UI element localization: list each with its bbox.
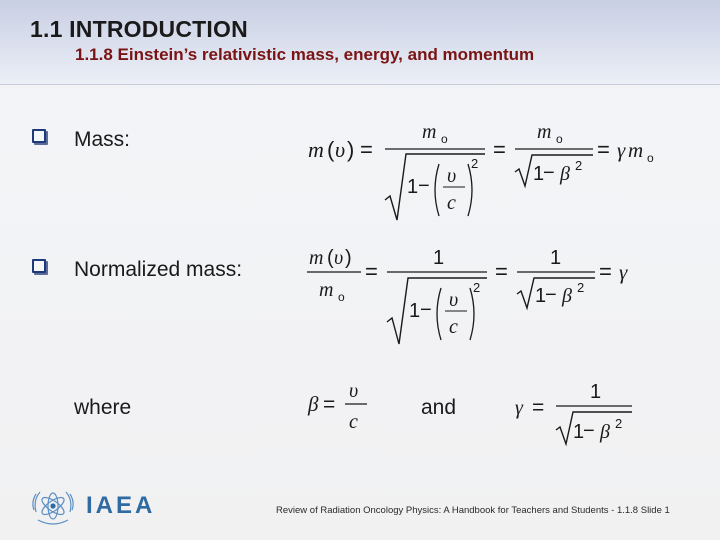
svg-text:m: m [308, 137, 324, 162]
svg-text:β: β [562, 285, 572, 307]
svg-text:1: 1 [533, 163, 545, 185]
svg-text:c: c [349, 411, 358, 433]
normalized-mass-label: Normalized mass: [74, 258, 243, 281]
svg-text:γ: γ [617, 138, 626, 162]
svg-text:o: o [647, 151, 654, 165]
svg-text:m: m [309, 247, 324, 269]
svg-text:β: β [600, 421, 610, 443]
checkbox-bullet-icon [32, 129, 46, 143]
svg-text:): ) [345, 247, 352, 269]
svg-text:−: − [583, 420, 595, 442]
svg-text:1: 1 [590, 381, 602, 403]
svg-text:(: ( [327, 137, 335, 162]
svg-text:m: m [319, 279, 334, 301]
svg-text:1: 1 [535, 285, 547, 307]
section-title: 1.1 INTRODUCTION [30, 16, 248, 42]
slide-subtitle: 1.1.8 Einstein’s relativistic mass, energy, and momentum [75, 45, 535, 64]
svg-text:=: = [495, 259, 508, 284]
beta-equation [305, 375, 375, 437]
svg-text:=: = [493, 137, 506, 162]
svg-text:1: 1 [550, 247, 562, 269]
and-label: and [421, 396, 457, 419]
svg-text:−: − [543, 162, 555, 184]
svg-text:m: m [537, 121, 552, 143]
svg-text:m: m [422, 121, 437, 143]
checkbox-bullet-icon [32, 259, 46, 273]
svg-text:2: 2 [473, 280, 481, 295]
svg-text:1: 1 [433, 247, 445, 269]
gamma-equation [512, 372, 642, 448]
svg-text:2: 2 [471, 156, 479, 171]
svg-text:1: 1 [409, 300, 421, 322]
svg-text:γ: γ [619, 260, 628, 284]
svg-text:1: 1 [573, 421, 585, 443]
svg-text:o: o [556, 132, 563, 146]
svg-text:υ: υ [349, 380, 359, 402]
svg-text:m: m [628, 138, 644, 162]
mass-label: Mass: [74, 128, 131, 151]
svg-text:=: = [360, 137, 373, 162]
svg-text:υ: υ [449, 289, 459, 311]
svg-text:υ: υ [447, 165, 457, 187]
svg-text:(: ( [327, 247, 334, 269]
svg-text:β: β [560, 163, 570, 185]
svg-text:1: 1 [407, 176, 419, 198]
title-bar [0, 0, 720, 85]
where-label: where [74, 396, 132, 419]
svg-text:2: 2 [575, 158, 583, 173]
svg-text:=: = [365, 259, 378, 284]
svg-text:c: c [449, 316, 458, 338]
svg-text:−: − [418, 175, 430, 197]
svg-text:υ: υ [335, 137, 346, 162]
svg-text:=: = [532, 396, 545, 419]
svg-text:2: 2 [577, 280, 585, 295]
footer-citation: Review of Radiation Oncology Physics: A Handbook for Teachers and Students - 1.1.8 Slide 1 [276, 505, 670, 516]
svg-text:−: − [545, 284, 557, 306]
svg-text:γ: γ [515, 397, 523, 419]
svg-text:): ) [347, 137, 355, 162]
normalized-mass-equation [305, 238, 645, 358]
svg-text:o: o [338, 290, 345, 304]
iaea-atom-logo-icon [28, 482, 78, 530]
svg-text:=: = [599, 259, 612, 284]
svg-text:−: − [420, 299, 432, 321]
svg-text:=: = [323, 393, 336, 416]
svg-text:c: c [447, 192, 456, 214]
mass-equation [305, 110, 665, 230]
svg-text:β: β [308, 392, 319, 416]
svg-text:o: o [441, 132, 448, 146]
iaea-brand: IAEA [86, 492, 156, 519]
svg-text:=: = [597, 137, 610, 162]
svg-text:υ: υ [334, 247, 344, 269]
svg-text:2: 2 [615, 416, 623, 431]
